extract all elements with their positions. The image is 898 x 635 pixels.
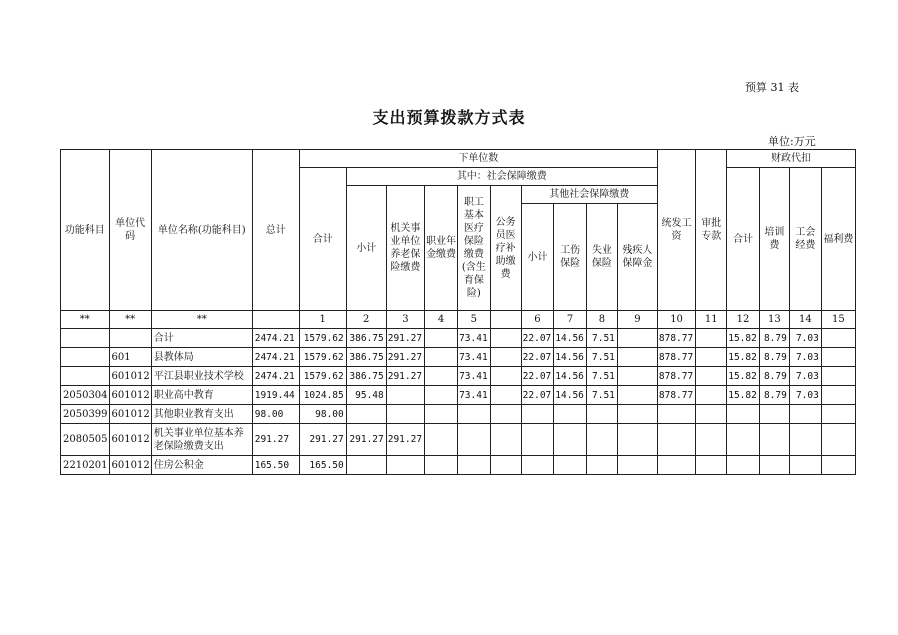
value-cell (425, 348, 458, 367)
index-cell: 1 (299, 311, 346, 329)
index-row-group (61, 311, 856, 329)
value-cell (821, 386, 855, 405)
value-cell (696, 456, 727, 475)
table-row (61, 329, 856, 348)
value-cell: 878.77 (657, 386, 695, 405)
value-cell: 291.27 (386, 348, 424, 367)
header-annuity: 职业年金缴费 (425, 186, 458, 311)
value-cell: 15.82 (727, 348, 760, 367)
value-cell: 7.51 (586, 367, 617, 386)
unit-name-cell: 合计 (151, 329, 252, 348)
value-cell: 22.07 (521, 348, 554, 367)
value-cell (586, 405, 617, 424)
value-cell: 15.82 (727, 367, 760, 386)
value-cell (617, 348, 657, 367)
header-unemployment: 失业保险 (586, 204, 617, 311)
value-cell (789, 456, 821, 475)
value-cell (521, 424, 554, 456)
value-cell (490, 367, 521, 386)
value-cell (696, 367, 727, 386)
index-row (61, 311, 856, 329)
value-cell: 73.41 (458, 386, 491, 405)
header-training: 培训费 (759, 168, 789, 311)
header-pension: 机关事业单位养老保险缴费 (386, 186, 424, 311)
unit-name-cell: 职业高中教育 (151, 386, 252, 405)
header-unit-name: 单位名称(功能科目) (151, 150, 252, 311)
value-cell (425, 367, 458, 386)
value-cell: 165.50 (252, 456, 299, 475)
table-header (61, 150, 856, 311)
value-cell (425, 405, 458, 424)
unit-name-cell: 机关事业单位基本养老保险缴费支出 (151, 424, 252, 456)
value-cell: 15.82 (727, 329, 760, 348)
value-cell (759, 456, 789, 475)
header-unit-code: 单位代码 (109, 150, 151, 311)
value-cell: 878.77 (657, 329, 695, 348)
value-cell (386, 405, 424, 424)
value-cell (657, 405, 695, 424)
value-cell (821, 348, 855, 367)
value-cell (821, 329, 855, 348)
unit-code-cell: 601012 (109, 405, 151, 424)
value-cell: 73.41 (458, 367, 491, 386)
data-rows (61, 329, 856, 475)
value-cell: 386.75 (346, 348, 386, 367)
header-disabled: 残疾人保障金 (617, 204, 657, 311)
unit-code-cell: 601012 (109, 456, 151, 475)
value-cell (696, 386, 727, 405)
value-cell (759, 424, 789, 456)
value-cell (425, 456, 458, 475)
func-code-cell (61, 329, 110, 348)
index-cell: 5 (458, 311, 491, 329)
value-cell (727, 405, 760, 424)
value-cell (346, 405, 386, 424)
index-cell: 10 (657, 311, 695, 329)
value-cell: 22.07 (521, 329, 554, 348)
value-cell: 8.79 (759, 367, 789, 386)
value-cell (617, 386, 657, 405)
header-other-subtotal: 小计 (521, 204, 554, 311)
header-injury: 工伤保险 (554, 204, 587, 311)
value-cell: 15.82 (727, 386, 760, 405)
value-cell: 878.77 (657, 367, 695, 386)
unit-code-cell: 601012 (109, 367, 151, 386)
unit-code-cell: 601012 (109, 424, 151, 456)
header-approval: 审批专款 (696, 150, 727, 311)
value-cell: 8.79 (759, 348, 789, 367)
value-cell: 7.03 (789, 386, 821, 405)
index-cell: 7 (554, 311, 587, 329)
index-cell: ** (151, 311, 252, 329)
unit-label: 单位:万元 (768, 135, 816, 148)
header-func-code: 功能科目 (61, 150, 110, 311)
unit-code-cell (109, 329, 151, 348)
value-cell: 291.27 (386, 367, 424, 386)
header-medical: 职工基本医疗保险缴费(含生育保险) (458, 186, 491, 311)
value-cell: 1579.62 (299, 348, 346, 367)
header-welfare: 福利费 (821, 168, 855, 311)
unit-name-cell: 平江县职业技术学校 (151, 367, 252, 386)
func-code-cell: 2210201 (61, 456, 110, 475)
func-code-cell: 2080505 (61, 424, 110, 456)
unit-code-cell: 601 (109, 348, 151, 367)
index-cell: ** (109, 311, 151, 329)
value-cell: 7.03 (789, 367, 821, 386)
value-cell (617, 424, 657, 456)
value-cell: 1919.44 (252, 386, 299, 405)
index-cell: 11 (696, 311, 727, 329)
value-cell: 2474.21 (252, 367, 299, 386)
value-cell (554, 456, 587, 475)
value-cell (521, 405, 554, 424)
table-row (61, 456, 856, 475)
value-cell: 386.75 (346, 329, 386, 348)
header-union: 工会经费 (789, 168, 821, 311)
value-cell (490, 329, 521, 348)
value-cell (458, 456, 491, 475)
index-cell: 2 (346, 311, 386, 329)
value-cell: 291.27 (386, 424, 424, 456)
budget-table (60, 149, 856, 475)
index-cell (252, 311, 299, 329)
value-cell (490, 405, 521, 424)
header-total: 总计 (252, 150, 299, 311)
value-cell (490, 386, 521, 405)
value-cell: 878.77 (657, 348, 695, 367)
value-cell: 291.27 (386, 329, 424, 348)
value-cell (821, 405, 855, 424)
header-sum: 合计 (299, 168, 346, 311)
value-cell: 8.79 (759, 386, 789, 405)
func-code-cell: 2050399 (61, 405, 110, 424)
index-cell: 8 (586, 311, 617, 329)
value-cell (458, 424, 491, 456)
value-cell (586, 456, 617, 475)
index-cell: 3 (386, 311, 424, 329)
value-cell: 291.27 (299, 424, 346, 456)
table-row (61, 405, 856, 424)
unit-name-cell: 住房公积金 (151, 456, 252, 475)
value-cell (425, 386, 458, 405)
value-cell: 7.03 (789, 329, 821, 348)
value-cell (617, 329, 657, 348)
value-cell: 14.56 (554, 329, 587, 348)
value-cell (727, 424, 760, 456)
value-cell (490, 456, 521, 475)
value-cell: 1579.62 (299, 329, 346, 348)
value-cell (789, 405, 821, 424)
value-cell: 7.03 (789, 348, 821, 367)
index-cell: 9 (617, 311, 657, 329)
value-cell: 73.41 (458, 348, 491, 367)
value-cell (490, 424, 521, 456)
index-cell: 13 (759, 311, 789, 329)
value-cell: 2474.21 (252, 348, 299, 367)
value-cell: 73.41 (458, 329, 491, 348)
value-cell: 98.00 (299, 405, 346, 424)
value-cell: 2474.21 (252, 329, 299, 348)
func-code-cell (61, 348, 110, 367)
index-cell: 6 (521, 311, 554, 329)
index-cell: ** (61, 311, 110, 329)
table-number: 预算 31 表 (745, 81, 799, 94)
value-cell (821, 456, 855, 475)
value-cell (425, 424, 458, 456)
value-cell: 7.51 (586, 329, 617, 348)
value-cell (727, 456, 760, 475)
value-cell (696, 329, 727, 348)
value-cell (521, 456, 554, 475)
header-other-social: 其他社会保障缴费 (521, 186, 657, 204)
value-cell (458, 405, 491, 424)
value-cell (554, 405, 587, 424)
header-fa-sum: 合计 (727, 168, 760, 311)
value-cell (490, 348, 521, 367)
value-cell (346, 456, 386, 475)
unit-name-cell: 其他职业教育支出 (151, 405, 252, 424)
value-cell: 14.56 (554, 367, 587, 386)
unit-name-cell: 县教体局 (151, 348, 252, 367)
func-code-cell: 2050304 (61, 386, 110, 405)
index-cell: 14 (789, 311, 821, 329)
header-unified-pay: 统发工资 (657, 150, 695, 311)
value-cell: 291.27 (346, 424, 386, 456)
value-cell (617, 405, 657, 424)
index-cell: 12 (727, 311, 760, 329)
value-cell: 8.79 (759, 329, 789, 348)
table-row (61, 386, 856, 405)
value-cell (386, 456, 424, 475)
value-cell (617, 367, 657, 386)
table-row (61, 367, 856, 386)
header-finance-agent: 财政代扣 (727, 150, 856, 168)
value-cell: 165.50 (299, 456, 346, 475)
value-cell (696, 405, 727, 424)
header-civil-medical: 公务员医疗补助缴费 (490, 186, 521, 311)
value-cell (789, 424, 821, 456)
value-cell: 291.27 (252, 424, 299, 456)
value-cell (821, 424, 855, 456)
value-cell (821, 367, 855, 386)
value-cell (425, 329, 458, 348)
value-cell (554, 424, 587, 456)
value-cell: 22.07 (521, 367, 554, 386)
value-cell: 1024.85 (299, 386, 346, 405)
value-cell (657, 424, 695, 456)
header-subtotal: 小计 (346, 186, 386, 311)
header-among-social: 其中：社会保障缴费 (346, 168, 657, 186)
value-cell: 22.07 (521, 386, 554, 405)
value-cell: 386.75 (346, 367, 386, 386)
value-cell (586, 424, 617, 456)
value-cell: 1579.62 (299, 367, 346, 386)
func-code-cell (61, 367, 110, 386)
value-cell (617, 456, 657, 475)
index-cell (490, 311, 521, 329)
unit-code-cell: 601012 (109, 386, 151, 405)
value-cell (696, 424, 727, 456)
value-cell: 7.51 (586, 348, 617, 367)
value-cell: 7.51 (586, 386, 617, 405)
table-row (61, 348, 856, 367)
value-cell: 14.56 (554, 386, 587, 405)
value-cell: 14.56 (554, 348, 587, 367)
value-cell: 95.48 (346, 386, 386, 405)
table-row (61, 424, 856, 456)
index-cell: 15 (821, 311, 855, 329)
value-cell (386, 386, 424, 405)
value-cell (696, 348, 727, 367)
page-title: 支出预算拨款方式表 (372, 108, 526, 127)
value-cell (759, 405, 789, 424)
index-cell: 4 (425, 311, 458, 329)
value-cell (657, 456, 695, 475)
value-cell: 98.00 (252, 405, 299, 424)
header-sub-units: 下单位数 (299, 150, 657, 168)
